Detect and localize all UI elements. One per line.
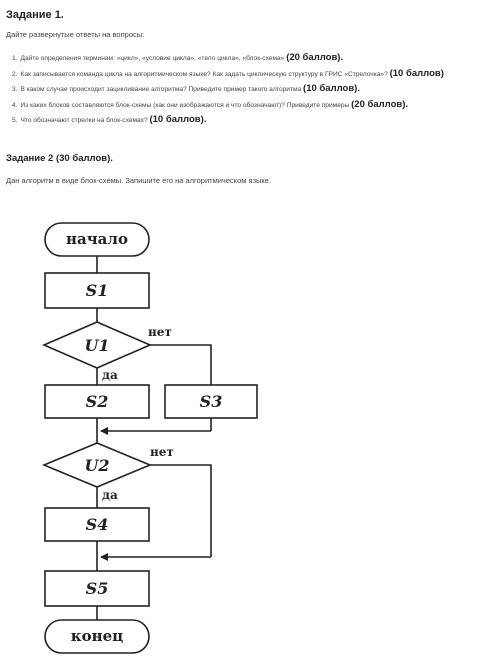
- task2-title: Задание 2 (30 баллов).: [6, 153, 113, 164]
- task1-intro: Дайте развернутые ответы на вопросы:: [6, 30, 145, 39]
- s2-label: S2: [85, 392, 109, 411]
- question-text: Дайте определения терминам: «цикл», «условие цикла», «тело цикла», «блок-схема»: [20, 55, 285, 62]
- question-points: (10 баллов): [389, 67, 444, 79]
- question-points: (10 баллов).: [303, 83, 360, 94]
- u1-yes-label: да: [102, 368, 118, 382]
- question-number: 3.: [12, 86, 18, 93]
- end-label: конец: [70, 627, 124, 645]
- question-points: (20 баллов).: [351, 98, 409, 110]
- question-points: (20 баллов).: [286, 52, 344, 63]
- question-number: 4.: [12, 101, 18, 109]
- task1-title: Задание 1.: [6, 9, 64, 21]
- u2-yes-label: да: [102, 488, 118, 502]
- connector-u1-s3: [150, 345, 211, 385]
- start-label: начало: [66, 230, 128, 248]
- question-text: В каком случае происходит зацикливание алгоритма? Приведите пример такого алгоритма: [20, 86, 302, 93]
- flowchart-connectors: [97, 256, 211, 620]
- question-number: 2.: [12, 70, 18, 78]
- u2-no-label: нет: [150, 445, 174, 459]
- s3-label: S3: [199, 392, 223, 411]
- s4-label: S4: [85, 515, 109, 534]
- question-text: Как записывается команда цикла на алгоритмическом языке? Как задать циклическую структуру в ГРИС «Стрелочка»?: [20, 70, 388, 78]
- question-number: 5.: [12, 117, 18, 124]
- u2-label: U2: [84, 456, 110, 475]
- s5-label: S5: [85, 579, 109, 598]
- question-number: 1.: [12, 55, 18, 62]
- task2-intro: Дан алгоритм в виде блок-схемы. Запишите его на алгоритмическом языке.: [6, 176, 272, 185]
- u1-no-label: нет: [148, 325, 172, 339]
- connector-u2-no: [150, 465, 211, 557]
- question-text: Из каких блоков составляются блок-схемы (как они изображаются и что обозначают)? Приведите примеры: [20, 101, 350, 109]
- u1-label: U1: [84, 336, 110, 355]
- question-points: (10 баллов).: [149, 114, 207, 125]
- s1-label: S1: [85, 281, 109, 300]
- question-text: Что обозначают стрелки на блок-схемах?: [20, 117, 148, 124]
